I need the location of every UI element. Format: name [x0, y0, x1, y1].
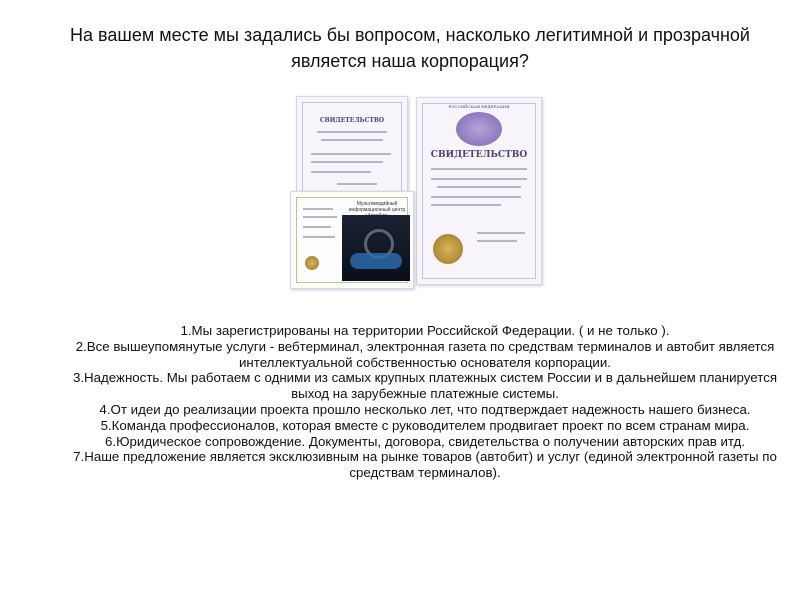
list-item: 6.Юридическое сопровождение. Документы, договора, свидетельства о получении авторских прав итд. [104, 433, 746, 449]
car-interior-photo [342, 215, 410, 281]
photo-caption: Мультимедийный информационный центр [348, 201, 406, 213]
certificate-image-right [416, 97, 542, 285]
list-item: 7.Наше предложение является эксклюзивным на рынке товаров (автобит) и услуг (единой электронной газеты по средствам терминалов). [73, 449, 777, 481]
certificate-left-title: СВИДЕТЕЛЬСТВО [319, 117, 385, 124]
list-item: 4.От идеи до реализации проекта прошло несколько лет, что подтверждает надежность нашего бизнеса. [99, 401, 751, 417]
list-item: 1.Мы зарегистрированы на территории Российской Федерации. ( и не только ). [180, 323, 670, 338]
certificate-right-header: РОССИЙСКАЯ ФЕДЕРАЦИЯ [448, 104, 510, 109]
benefits-list [70, 323, 780, 481]
certificate-right-title: СВИДЕТЕЛЬСТВО [430, 150, 528, 160]
certificate-image-left [296, 96, 408, 198]
list-item: 3.Надежность. Мы работаем с одними из самых крупных платежных систем России и в дальнейшем планируется выход на зарубежные платежные системы. [72, 370, 778, 402]
seal-icon [433, 234, 463, 264]
seal-icon [305, 256, 319, 270]
list-item: 2.Все вышеупомянутые услуги - вебтерминал, электронная газета по средствам терминалов и автобит является интеллектуальной собственностью основателя корпорации. [75, 338, 775, 370]
list-item: 5.Команда профессионалов, которая вместе с руководителем продвигает проект по всем странам мира. [100, 417, 750, 433]
page-title: На вашем месте мы задались бы вопросом, насколько легитимной и прозрачной является наша корпорация? [70, 25, 750, 71]
emblem-icon [456, 112, 502, 146]
